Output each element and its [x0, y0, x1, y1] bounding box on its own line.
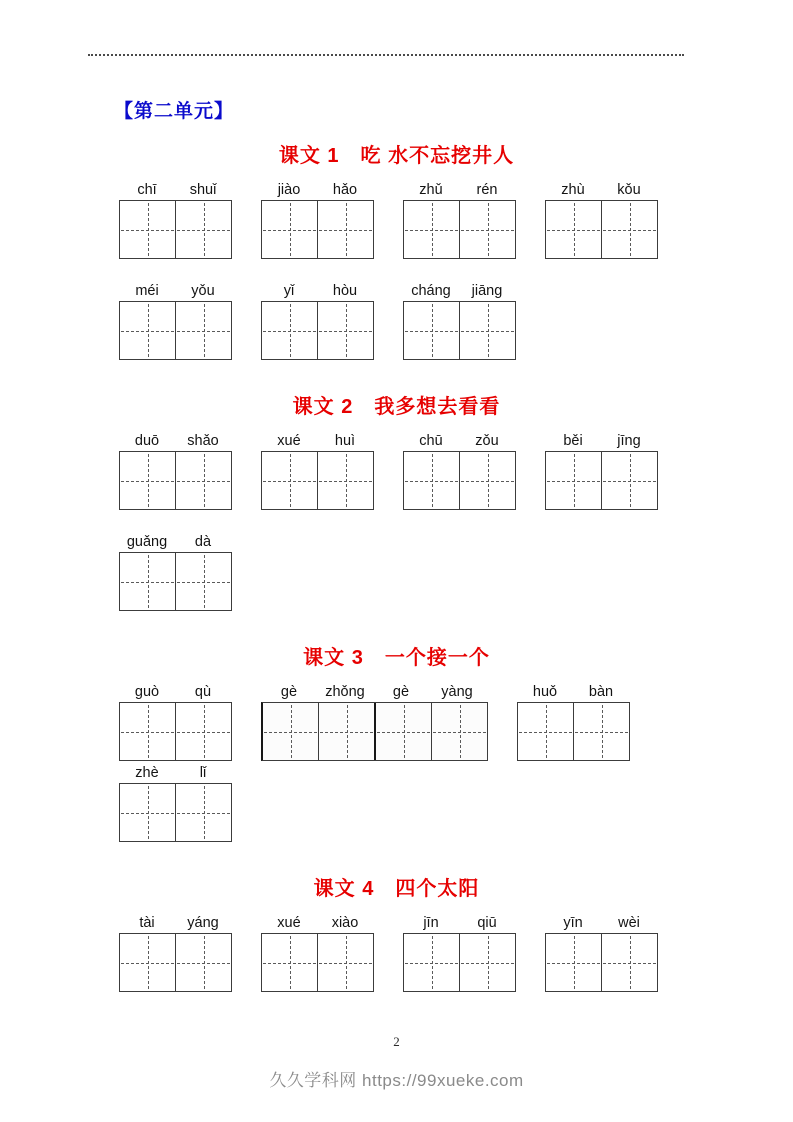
tianzige-cell	[120, 703, 175, 760]
word-group	[545, 182, 658, 259]
pinyin-label: zhù	[561, 182, 585, 198]
pinyin-label: jīng	[617, 433, 641, 449]
word-group	[517, 684, 630, 761]
tianzige-cell	[404, 934, 459, 991]
pinyin-row	[545, 433, 658, 449]
word-row	[119, 534, 793, 611]
pinyin-label: lǐ	[199, 765, 207, 781]
tianzige-cell	[120, 452, 175, 509]
page-number: 2	[393, 1034, 400, 1049]
pinyin-row	[119, 534, 232, 550]
tianzige-cell	[518, 703, 573, 760]
word-row	[119, 182, 793, 259]
word-group	[261, 182, 374, 259]
pinyin-label: méi	[135, 283, 159, 299]
pinyin-label: gè	[392, 684, 410, 700]
pinyin-label: yàng	[441, 684, 473, 700]
word-row	[119, 915, 793, 992]
pinyin-row	[119, 283, 232, 299]
tianzige-cell	[263, 703, 318, 760]
tianzige-cell	[601, 452, 657, 509]
tianzige-grid	[545, 200, 658, 259]
top-dotted-rule	[88, 54, 684, 56]
pinyin-label: zhǔ	[419, 182, 443, 198]
tianzige-cell	[262, 452, 317, 509]
pinyin-label: zhǒng	[325, 684, 365, 700]
tianzige-cell	[431, 703, 487, 760]
tianzige-grid	[261, 933, 374, 992]
pinyin-row	[403, 433, 516, 449]
word-group	[403, 433, 516, 510]
word-group	[119, 915, 232, 992]
tianzige-grid	[119, 200, 232, 259]
tianzige-grid	[403, 200, 516, 259]
word-row	[119, 283, 793, 360]
tianzige-cell	[374, 703, 431, 760]
pinyin-label: guǎng	[126, 534, 168, 550]
pinyin-label: bàn	[588, 684, 614, 700]
site-footer-text: 久久学科网 https://99xueke.com	[269, 1071, 524, 1090]
tianzige-cell	[546, 452, 601, 509]
pinyin-row	[261, 915, 374, 931]
tianzige-grid	[545, 933, 658, 992]
unit-title: 【第二单元】	[114, 101, 235, 122]
pinyin-row	[261, 182, 374, 198]
tianzige-cell	[120, 553, 175, 610]
tianzige-grid	[403, 451, 516, 510]
word-group	[119, 182, 232, 259]
tianzige-grid	[261, 702, 488, 761]
pinyin-label: dà	[194, 534, 212, 550]
section-title: 课文 1 吃 水不忘挖井人	[278, 145, 515, 167]
pinyin-label: jiāng	[471, 283, 503, 299]
tianzige-cell	[262, 934, 317, 991]
tianzige-cell	[404, 452, 459, 509]
tianzige-cell	[175, 201, 231, 258]
pinyin-label: huì	[334, 433, 356, 449]
section-title: 课文 4 四个太阳	[313, 878, 480, 900]
pinyin-label: běi	[563, 433, 583, 449]
tianzige-cell	[175, 553, 231, 610]
pinyin-label: yǐ	[283, 283, 295, 299]
section-title: 课文 3 一个接一个	[303, 647, 490, 669]
pinyin-label: jiào	[277, 182, 301, 198]
word-row	[119, 765, 793, 842]
tianzige-cell	[262, 201, 317, 258]
tianzige-cell	[120, 201, 175, 258]
tianzige-grid	[261, 451, 374, 510]
pinyin-label: cháng	[411, 283, 451, 299]
pinyin-label: chū	[419, 433, 443, 449]
tianzige-cell	[120, 302, 175, 359]
tianzige-cell	[175, 934, 231, 991]
pinyin-label: tài	[139, 915, 155, 931]
pinyin-row	[403, 283, 516, 299]
pinyin-label: jīn	[423, 915, 439, 931]
tianzige-cell	[317, 201, 373, 258]
tianzige-cell	[459, 934, 515, 991]
word-group	[403, 182, 516, 259]
tianzige-cell	[120, 784, 175, 841]
tianzige-cell	[262, 302, 317, 359]
pinyin-label: yīn	[563, 915, 583, 931]
pinyin-row	[119, 915, 232, 931]
tianzige-cell	[175, 302, 231, 359]
pinyin-label: xué	[277, 915, 301, 931]
pinyin-label: rén	[476, 182, 498, 198]
pinyin-label: huǒ	[532, 684, 558, 700]
tianzige-grid	[119, 933, 232, 992]
word-group	[119, 684, 232, 761]
pinyin-label: shǎo	[187, 433, 219, 449]
word-group	[545, 915, 658, 992]
tianzige-cell	[404, 302, 459, 359]
tianzige-grid	[261, 301, 374, 360]
tianzige-cell	[546, 201, 601, 258]
tianzige-grid	[403, 301, 516, 360]
tianzige-cell	[459, 452, 515, 509]
tianzige-cell	[175, 452, 231, 509]
pinyin-row	[261, 433, 374, 449]
pinyin-label: yáng	[187, 915, 219, 931]
tianzige-cell	[573, 703, 629, 760]
word-group	[403, 283, 516, 360]
tianzige-grid	[119, 552, 232, 611]
tianzige-cell	[404, 201, 459, 258]
pinyin-row	[119, 433, 232, 449]
pinyin-label: yǒu	[191, 283, 215, 299]
tianzige-grid	[545, 451, 658, 510]
pinyin-label: qiū	[477, 915, 497, 931]
tianzige-grid	[119, 702, 232, 761]
pinyin-label: wèi	[618, 915, 640, 931]
pinyin-label: xué	[277, 433, 301, 449]
tianzige-cell	[317, 302, 373, 359]
pinyin-row	[545, 915, 658, 931]
pinyin-row	[545, 182, 658, 198]
sections-container	[0, 139, 793, 992]
tianzige-grid	[403, 933, 516, 992]
pinyin-label: chī	[137, 182, 157, 198]
section-title: 课文 2 我多想去看看	[292, 396, 501, 418]
word-group	[261, 283, 374, 360]
tianzige-cell	[175, 703, 231, 760]
pinyin-row	[261, 283, 374, 299]
tianzige-cell	[601, 201, 657, 258]
word-group	[261, 684, 488, 761]
pinyin-label: gè	[280, 684, 298, 700]
pinyin-row	[517, 684, 630, 700]
word-row	[119, 433, 793, 510]
tianzige-cell	[317, 452, 373, 509]
pinyin-label: guò	[134, 684, 160, 700]
word-group	[119, 534, 232, 611]
tianzige-cell	[459, 302, 515, 359]
pinyin-row	[261, 684, 488, 700]
pinyin-label: hǎo	[332, 182, 358, 198]
pinyin-label: zǒu	[475, 433, 499, 449]
pinyin-row	[403, 915, 516, 931]
pinyin-row	[119, 765, 232, 781]
tianzige-grid	[119, 451, 232, 510]
pinyin-label: xiào	[331, 915, 359, 931]
tianzige-cell	[601, 934, 657, 991]
tianzige-grid	[119, 783, 232, 842]
word-row	[119, 684, 793, 761]
tianzige-cell	[175, 784, 231, 841]
tianzige-cell	[318, 703, 374, 760]
pinyin-row	[119, 182, 232, 198]
pinyin-row	[119, 684, 232, 700]
pinyin-label: duō	[134, 433, 160, 449]
pinyin-label: shuǐ	[189, 182, 217, 198]
word-group	[545, 433, 658, 510]
tianzige-cell	[120, 934, 175, 991]
word-group	[119, 283, 232, 360]
word-group	[119, 433, 232, 510]
pinyin-label: kǒu	[617, 182, 641, 198]
tianzige-cell	[317, 934, 373, 991]
pinyin-label: hòu	[332, 283, 358, 299]
word-group	[403, 915, 516, 992]
word-group	[261, 915, 374, 992]
tianzige-grid	[517, 702, 630, 761]
tianzige-cell	[546, 934, 601, 991]
tianzige-cell	[459, 201, 515, 258]
tianzige-grid	[119, 301, 232, 360]
word-group	[261, 433, 374, 510]
word-group	[119, 765, 232, 842]
pinyin-row	[403, 182, 516, 198]
pinyin-label: qù	[194, 684, 212, 700]
pinyin-label: zhè	[135, 765, 159, 781]
tianzige-grid	[261, 200, 374, 259]
